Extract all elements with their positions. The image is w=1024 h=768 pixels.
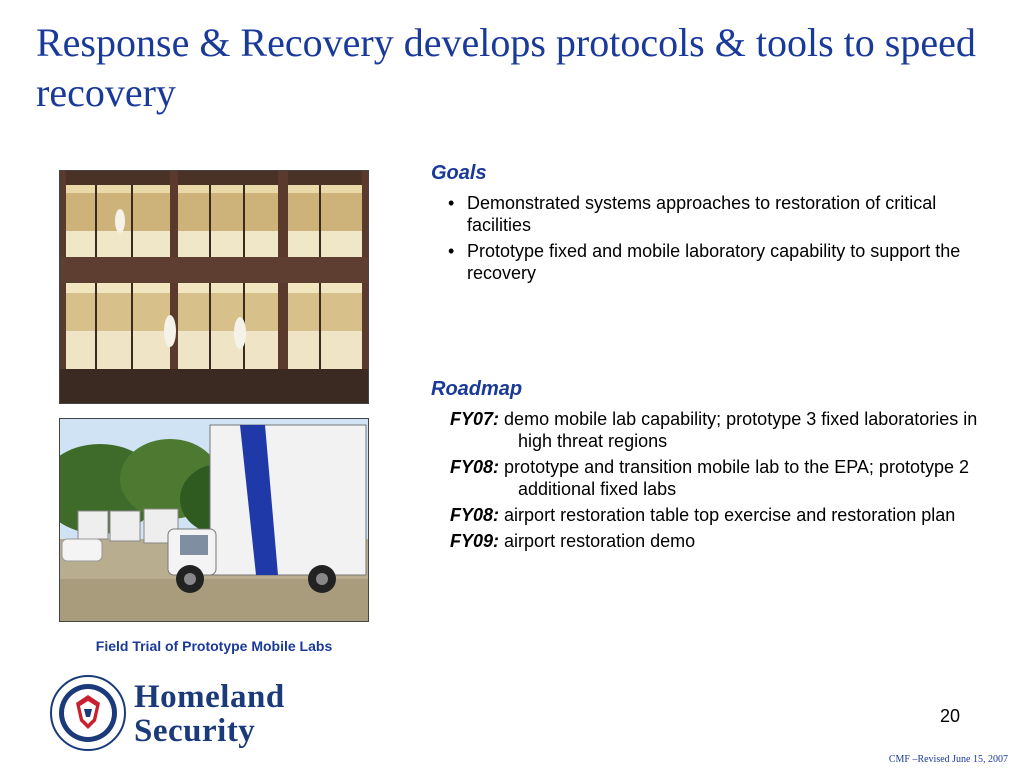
list-item — [448, 240, 988, 284]
fiscal-year-label: FY08: — [450, 505, 500, 525]
slide-title: Response & Recovery develops protocols & tools to speed recovery — [36, 20, 976, 115]
goals-list — [448, 192, 988, 288]
goals-heading: Goals — [431, 162, 487, 184]
goal-text: Prototype fixed and mobile laboratory capability to support the recovery — [467, 241, 961, 283]
bullet-icon: • — [448, 193, 455, 213]
roadmap-item — [450, 456, 1010, 500]
roadmap-text: prototype and transition mobile lab to the EPA; prototype 2 additional fixed labs — [504, 457, 969, 499]
laboratory-building-illustration — [60, 171, 368, 403]
bullet-icon: • — [448, 241, 455, 261]
page-number: 20 — [940, 706, 961, 726]
roadmap-item — [450, 530, 1010, 552]
mobile-labs-illustration — [60, 419, 368, 621]
mobile-labs-photo — [59, 418, 369, 622]
fiscal-year-label: FY07: — [450, 409, 500, 429]
roadmap-text: airport restoration demo — [504, 531, 696, 551]
brand-line-2: Security — [134, 713, 256, 749]
roadmap-text: airport restoration table top exercise and restoration plan — [504, 505, 956, 525]
goal-text: Demonstrated systems approaches to restoration of critical facilities — [467, 193, 937, 235]
roadmap-list — [450, 408, 1010, 556]
fiscal-year-label: FY08: — [450, 457, 500, 477]
brand-line-1: Homeland — [134, 679, 285, 715]
homeland-security-wordmark — [134, 680, 285, 748]
revision-footer: CMF –Revised June 15, 2007 — [888, 754, 1008, 765]
photo-caption: Field Trial of Prototype Mobile Labs — [95, 638, 333, 654]
roadmap-heading: Roadmap — [431, 378, 523, 400]
roadmap-item — [450, 408, 1010, 452]
fiscal-year-label: FY09: — [450, 531, 500, 551]
laboratory-building-photo — [59, 170, 369, 404]
dhs-seal-icon — [50, 675, 126, 751]
roadmap-item — [450, 504, 1010, 526]
roadmap-text: demo mobile lab capability; prototype 3 fixed laboratories in high threat regions — [504, 409, 978, 451]
list-item — [448, 192, 988, 236]
